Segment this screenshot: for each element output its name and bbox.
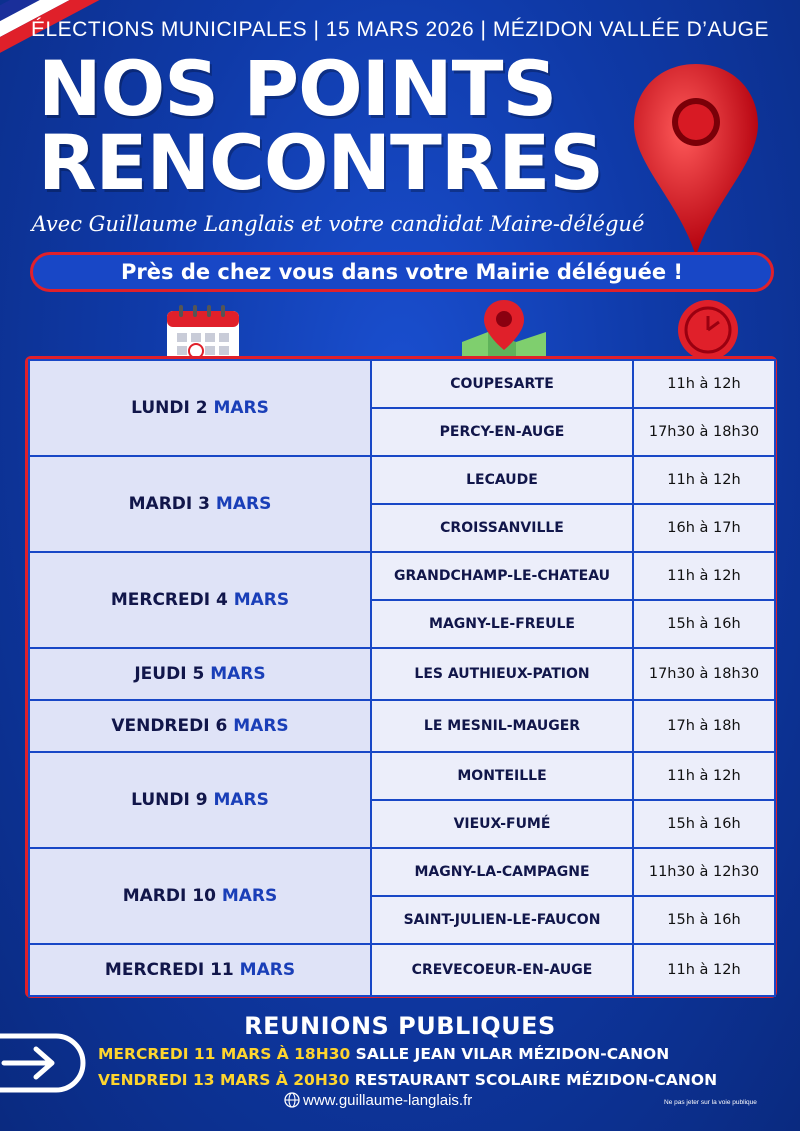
place-cell: MAGNY-LA-CAMPAGNE (371, 848, 633, 896)
page-title (38, 44, 678, 207)
time-cell: 17h30 à 18h30 (633, 408, 775, 456)
place-cell: COUPESARTE (371, 360, 633, 408)
place-cell: GRANDCHAMP-LE-CHATEAU (371, 552, 633, 600)
subtitle-script: Avec Guillaume Langlais et votre candidat Maire-délégué (31, 212, 645, 236)
place-cell: PERCY-EN-AUGE (371, 408, 633, 456)
time-cell: 16h à 17h (633, 504, 775, 552)
table-row (29, 456, 775, 504)
table-row (29, 752, 775, 800)
time-cell: 17h30 à 18h30 (633, 648, 775, 700)
place-cell: LES AUTHIEUX-PATION (371, 648, 633, 700)
place-cell: CREVECOEUR-EN-AUGE (371, 944, 633, 996)
day-cell: MERCREDI 4 MARS (29, 552, 371, 648)
day-cell: JEUDI 5 MARS (29, 648, 371, 700)
time-cell: 15h à 16h (633, 800, 775, 848)
day-cell: LUNDI 9 MARS (29, 752, 371, 848)
place-cell: SAINT-JULIEN-LE-FAUCON (371, 896, 633, 944)
table-row (29, 700, 775, 752)
reunion-line-2: VENDREDI 13 MARS À 20H30 RESTAURANT SCOLAIRE MÉZIDON-CANON (98, 1071, 718, 1089)
website-link[interactable]: www.guillaume-langlais.fr (284, 1092, 472, 1109)
table-row (29, 552, 775, 600)
table-row (29, 944, 775, 996)
place-cell: LE MESNIL-MAUGER (371, 700, 633, 752)
clock-icon (672, 298, 744, 362)
disposal-note: Ne pas jeter sur la voie publique (664, 1099, 757, 1106)
day-cell: MARDI 3 MARS (29, 456, 371, 552)
time-cell: 11h à 12h (633, 552, 775, 600)
table-row (29, 648, 775, 700)
time-cell: 11h à 12h (633, 752, 775, 800)
globe-icon (284, 1092, 300, 1108)
time-cell: 15h à 16h (633, 896, 775, 944)
schedule-table (25, 356, 777, 998)
time-cell: 11h30 à 12h30 (633, 848, 775, 896)
place-cell: MAGNY-LE-FREULE (371, 600, 633, 648)
tagline-pill: Près de chez vous dans votre Mairie déléguée ! (30, 252, 774, 292)
day-cell: MERCREDI 11 MARS (29, 944, 371, 996)
place-cell: CROISSANVILLE (371, 504, 633, 552)
election-topline: ÉLECTIONS MUNICIPALES | 15 MARS 2026 | MÉZIDON VALLÉE D’AUGE (30, 18, 769, 41)
time-cell: 15h à 16h (633, 600, 775, 648)
reunions-title: REUNIONS PUBLIQUES (244, 1012, 556, 1040)
place-cell: MONTEILLE (371, 752, 633, 800)
arrow-right-icon (0, 1032, 86, 1094)
day-cell: LUNDI 2 MARS (29, 360, 371, 456)
time-cell: 17h à 18h (633, 700, 775, 752)
time-cell: 11h à 12h (633, 944, 775, 996)
day-cell: VENDREDI 6 MARS (29, 700, 371, 752)
title-line-1: NOS POINTS (38, 44, 557, 133)
table-row (29, 848, 775, 896)
title-line-2: RENCONTRES (38, 118, 604, 207)
reunion-line-1: MERCREDI 11 MARS À 18H30 SALLE JEAN VILAR MÉZIDON-CANON (98, 1045, 670, 1063)
table-row (29, 360, 775, 408)
place-cell: VIEUX-FUMÉ (371, 800, 633, 848)
time-cell: 11h à 12h (633, 360, 775, 408)
time-cell: 11h à 12h (633, 456, 775, 504)
place-cell: LECAUDE (371, 456, 633, 504)
day-cell: MARDI 10 MARS (29, 848, 371, 944)
